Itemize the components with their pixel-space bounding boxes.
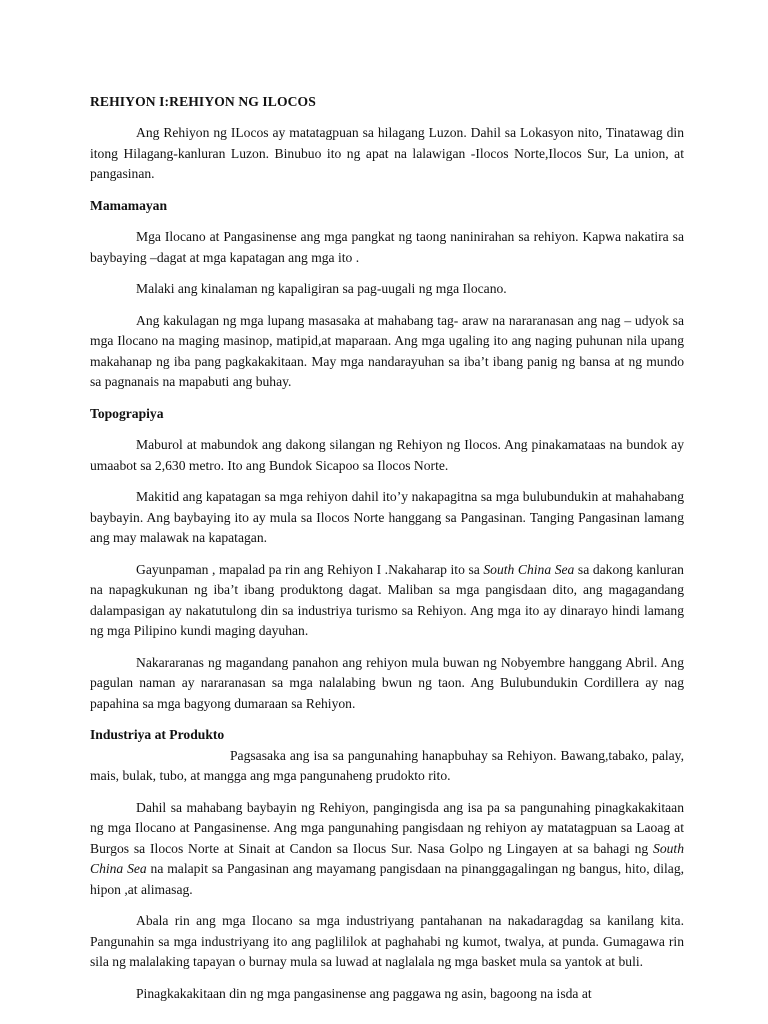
document-body bbox=[90, 92, 684, 1004]
topograpiya-paragraph-1: Maburol at mabundok ang dakong silangan ng Rehiyon ng Ilocos. Ang pinakamataas na bundok ay umaabot sa 2,630 metro. Ito ang Bundok Sicapoo sa Ilocos Norte. bbox=[90, 437, 684, 473]
topograpiya-paragraph-4: Nakararanas ng magandang panahon ang rehiyon mula buwan ng Nobyembre hanggang Abril. Ang pagulan naman ay nararanasan sa mga nalalabing bwun ng taon. Ang Bulubundukin Cordillera ay nag papahina sa mga bagyong dumaraan sa Rehiyon. bbox=[90, 654, 684, 711]
industriya-p2-text-b: na malapit sa Pangasinan ang mayamang pangisdaan na pinanggagalingan ng bangus, hito, dilag, hipon ,at alimasag. bbox=[90, 861, 685, 897]
topograpiya-p3-text-b: sa dakong kanluran na napagkukunan ng iba’t ibang produktong dagat. Maliban sa mga pangisdaan dito, ang magagandang dalampasigan ay nakatutulong din sa industriya turismo sa Rehiyon. Ang mga ito ay dinarayo hindi lamang ng mga Pilipino kundi maging dayuhan. bbox=[90, 561, 684, 638]
industriya-p2-text-a: Dahil sa mahabang baybayin ng Rehiyon, pangingisda ang isa pa sa pangunahing pinagkakakitaan ng mga Ilocano at Pangasinense. Ang mga pangunahing pangisdaan ng rehiyon ay matatagpuan sa Laoag at Burgos sa Ilocos Norte at Sinait at Candon sa Ilocus Sur. Nasa Golpo ng Lingayen at sa bahagi ng bbox=[90, 799, 684, 856]
mamamayan-paragraph-2: Malaki ang kinalaman ng kapaligiran sa pag-uugali ng mga Ilocano. bbox=[136, 281, 507, 296]
page-title: REHIYON I:REHIYON NG ILOCOS bbox=[90, 94, 316, 109]
topograpiya-paragraph-3 bbox=[90, 560, 684, 642]
section-heading-industriya: Industriya at Produkto bbox=[90, 727, 225, 742]
industriya-paragraph-2 bbox=[90, 798, 684, 901]
industriya-p2-emphasis: South China Sea bbox=[90, 840, 684, 876]
mamamayan-paragraph-1: Mga Ilocano at Pangasinense ang mga pangkat ng taong naninirahan sa rehiyon. Kapwa nakatira sa baybaying –dagat at mga kapatagan ang mga ito . bbox=[90, 229, 684, 265]
industriya-paragraph-1: Pagsasaka ang isa sa pangunahing hanapbuhay sa Rehiyon. Bawang,tabako, palay, mais, bulak, tubo, at mangga ang mga pangunaheng prudokto rito. bbox=[90, 747, 684, 783]
topograpiya-p3-emphasis: South China Sea bbox=[483, 561, 575, 577]
section-heading-topograpiya: Topograpiya bbox=[90, 405, 164, 421]
topograpiya-p3-text-a: Gayunpaman , mapalad pa rin ang Rehiyon I .Nakaharap ito sa bbox=[136, 561, 484, 577]
topograpiya-paragraph-2: Makitid ang kapatagan sa mga rehiyon dahil ito’y nakapagitna sa mga bulubundukin at mahahabang baybayin. Ang baybaying ito ay mula sa Ilocos Norte hanggang sa Pangasinan. Tanging Pangasinan lamang ang may malawak na kapatagan. bbox=[90, 489, 684, 545]
intro-paragraph: Ang Rehiyon ng ILocos ay matatagpuan sa hilagang Luzon. Dahil sa Lokasyon nito, Tinatawag din itong Hilagang-kanluran Luzon. Binubuo ito ng apat na lalawigan -Ilocos Norte,Ilocos Sur, La union, at pangasinan. bbox=[90, 125, 684, 181]
mamamayan-paragraph-3: Ang kakulagan ng mga lupang masasaka at mahabang tag- araw na nararanasan ang nag – udyok sa mga Ilocano na maging masinop, matipid,at maparaan. Ang mga ugaling ito ang naging puhunan nila upang makahanap ng iba pang pagkakakitaan. May mga nandarayuhan sa iba’t ibang panig ng bansa at ng mundo sa pagnanais na mapabuti ang buhay. bbox=[90, 312, 684, 389]
industriya-paragraph-4: Pinagkakakitaan din ng mga pangasinense ang paggawa ng asin, bagoong na isda at bbox=[136, 985, 592, 1001]
section-heading-mamamayan: Mamamayan bbox=[90, 197, 168, 213]
industriya-paragraph-3: Abala rin ang mga Ilocano sa mga industriyang pantahanan na nakadaragdag sa kanilang kita. Pangunahin sa mga industriyang ito ang paglililok at paghahabi ng kumot, twalya, at punda. Gumagawa rin sila ng malalaking tapayan o burnay mula sa luwad at naglalala ng mga basket mula sa yantok at buli. bbox=[90, 913, 684, 969]
